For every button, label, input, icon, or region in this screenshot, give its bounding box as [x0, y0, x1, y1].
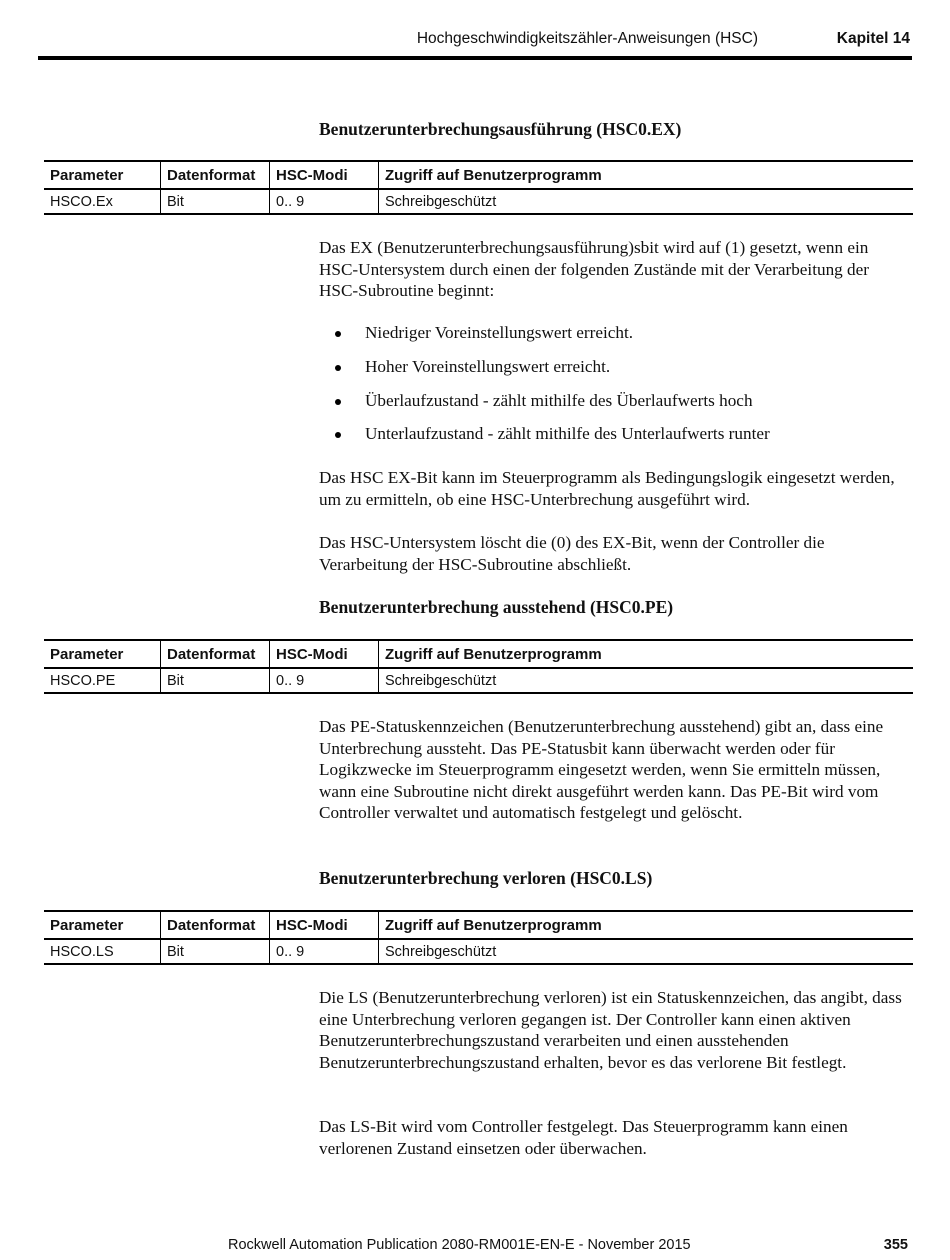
- header-title: Hochgeschwindigkeitszähler-Anweisungen (HSC): [416, 30, 758, 47]
- ls-description: Die LS (Benutzerunterbrechung verloren) ist ein Statuskennzeichen, das angibt, dass eine Unterbrechung verloren gegangen ist. Der Controller kann einen aktiven Benutzerunterbrechungszustand verarbeiten und einen ausstehenden Benutzerunterbrechungszustand erhalten, bevor es das verlorene Bit festlegt.: [319, 988, 902, 1072]
- page-number: 355: [883, 1237, 908, 1253]
- bullet-icon: [335, 399, 341, 405]
- table-row: [44, 939, 913, 964]
- column-header-datenformat: Datenformat: [161, 640, 270, 668]
- list-item: [319, 423, 909, 445]
- list-item: [319, 390, 909, 412]
- table-row: [44, 668, 913, 693]
- ex-clear-paragraph: Das HSC-Untersystem löscht die (0) des EX-Bit, wenn der Controller die Verarbeitung der HSC-Subroutine abschließt.: [319, 533, 825, 574]
- column-header-hsc-modi: HSC-Modi: [270, 161, 379, 189]
- ex-condition-list: [319, 322, 909, 457]
- pe-description: Das PE-Statuskennzeichen (Benutzerunterbrechung ausstehend) gibt an, dass eine Unterbrechung aussteht. Das PE-Statusbit kann überwacht werden oder für Logikzwecke im Steuerprogramm eingesetzt werden, wenn Sie ermitteln müssen, wann eine Subroutine nicht direkt ausgeführt werden kann. Das PE-Bit wird vom Controller verwaltet und automatisch festgelegt und gelöscht.: [319, 717, 884, 823]
- bullet-icon: [335, 432, 341, 438]
- table-header-row: [44, 911, 913, 939]
- column-header-parameter: Parameter: [50, 166, 124, 184]
- cell-parameter: HSCO.Ex: [50, 193, 113, 210]
- section-title-pe: Benutzerunterbrechung ausstehend (HSC0.PE): [319, 597, 674, 617]
- page-header: [38, 20, 912, 60]
- list-item-text: Überlaufzustand - zählt mithilfe des Überlaufwerts hoch: [365, 390, 753, 410]
- cell-zugriff: Schreibgeschützt: [379, 668, 914, 693]
- bullet-icon: [335, 365, 341, 371]
- column-header-parameter: Parameter: [50, 645, 124, 663]
- column-header-hsc-modi: HSC-Modi: [270, 640, 379, 668]
- parameter-table-ls: [44, 910, 913, 965]
- list-item: [319, 322, 909, 344]
- ls-usage-paragraph: Das LS-Bit wird vom Controller festgelegt. Das Steuerprogramm kann einen verlorenen Zustand einsetzen oder überwachen.: [319, 1117, 848, 1158]
- parameter-table-pe: [44, 639, 913, 694]
- list-item: [319, 356, 909, 378]
- cell-hsc-modi: 0.. 9: [270, 668, 379, 693]
- column-header-datenformat: Datenformat: [161, 911, 270, 939]
- column-header-zugriff: Zugriff auf Benutzerprogramm: [379, 911, 914, 939]
- cell-hsc-modi: 0.. 9: [270, 939, 379, 964]
- cell-zugriff: Schreibgeschützt: [379, 189, 914, 214]
- cell-datenformat: Bit: [161, 939, 270, 964]
- list-item-text: Hoher Voreinstellungswert erreicht.: [365, 356, 611, 376]
- column-header-zugriff: Zugriff auf Benutzerprogramm: [379, 161, 914, 189]
- column-header-datenformat: Datenformat: [161, 161, 270, 189]
- chapter-label: Kapitel 14: [836, 30, 910, 47]
- cell-parameter: HSCO.PE: [50, 672, 116, 689]
- list-item-text: Niedriger Voreinstellungswert erreicht.: [365, 323, 634, 342]
- table-header-row: [44, 161, 913, 189]
- parameter-table-ex: [44, 160, 913, 215]
- cell-datenformat: Bit: [161, 668, 270, 693]
- bullet-icon: [335, 331, 341, 337]
- column-header-hsc-modi: HSC-Modi: [270, 911, 379, 939]
- cell-datenformat: Bit: [161, 189, 270, 214]
- section-title-ls: Benutzerunterbrechung verloren (HSC0.LS): [319, 868, 653, 888]
- table-header-row: [44, 640, 913, 668]
- ex-description: Das EX (Benutzerunterbrechungsausführung)sbit wird auf (1) gesetzt, wenn ein HSC-Untersystem durch einen der folgenden Zustände mit der Verarbeitung der HSC-Subroutine beginnt:: [319, 238, 869, 301]
- cell-zugriff: Schreibgeschützt: [379, 939, 914, 964]
- column-header-zugriff: Zugriff auf Benutzerprogramm: [379, 640, 914, 668]
- cell-hsc-modi: 0.. 9: [270, 189, 379, 214]
- section-title-ex: Benutzerunterbrechungsausführung (HSC0.EX): [319, 119, 682, 139]
- ex-usage-paragraph: Das HSC EX-Bit kann im Steuerprogramm als Bedingungslogik eingesetzt werden, um zu ermitteln, ob eine HSC-Unterbrechung ausgeführt wird.: [319, 468, 895, 509]
- list-item-text: Unterlaufzustand - zählt mithilfe des Unterlaufwerts runter: [365, 424, 770, 444]
- cell-parameter: HSCO.LS: [50, 943, 114, 960]
- table-row: [44, 189, 913, 214]
- column-header-parameter: Parameter: [50, 916, 124, 934]
- publication-info: Rockwell Automation Publication 2080-RM001E-EN-E - November 2015: [228, 1237, 691, 1253]
